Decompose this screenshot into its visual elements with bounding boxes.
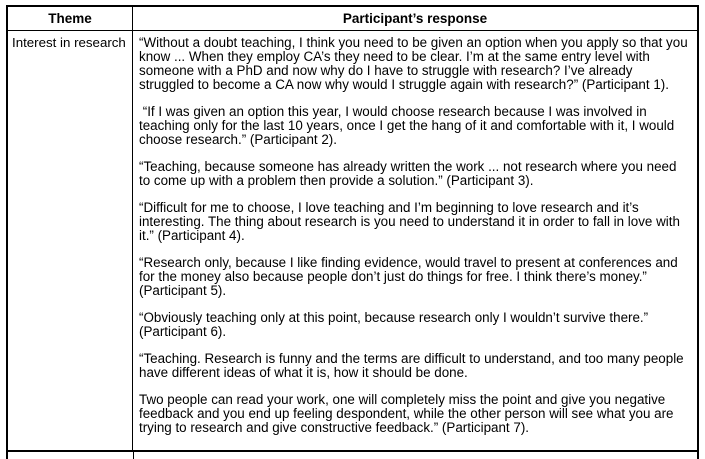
response-paragraph-2: “If I was given an option this year, I would choose research because I was involved in teaching only for the last 10 years, once I get the hang of it and comfortable with it, I would choose research.” (Participant 2). [139, 104, 678, 147]
table-header-row [8, 7, 697, 31]
theme-cell: Interest in research [12, 35, 126, 50]
response-paragraph-6: “Obviously teaching only at this point, because research only I wouldn’t survive there.” (Participant 6). [139, 310, 652, 339]
table-continuation [6, 452, 699, 459]
responses-cell [133, 31, 697, 435]
response-paragraph-8: Two people can read your work, one will completely miss the point and give you negative feedback and you end up feeling despondent, while the other person will see what you are trying to research and give constructive feedback.” (Participant 7). [139, 392, 678, 435]
theme-column-header: Theme [8, 7, 133, 30]
response-paragraph-5: “Research only, because I like finding evidence, would travel to present at conferences and for the money also because people don’t just do things for free. I think there’s money.” (Participant 5). [139, 255, 682, 298]
response-paragraph-4: “Difficult for me to choose, I love teaching and I’m beginning to love research and it’s interesting. The thing about research is you need to understand it in order to fall in love with it.” (Participant 4). [139, 200, 684, 243]
response-column-header: Participant’s response [342, 11, 488, 26]
table-row [8, 31, 697, 450]
response-paragraph-1: “Without a doubt teaching, I think you need to be given an option when you apply so that you know ... When they employ CA’s they need to be clear. I’m at the same entry level with someone with a PhD and now why do I have to struggle with research? I’ve already struggled to become a CA now why would I struggle again with research?” (Participant 1). [139, 35, 692, 92]
response-paragraph-3: “Teaching, because someone has already written the work ... not research where you need to come up with a problem then provide a solution.” (Participant 3). [139, 159, 681, 188]
response-paragraph-7: “Teaching. Research is funny and the terms are difficult to understand, and too many people have different ideas of what it is, how it should be done. [139, 351, 688, 380]
column-divider [133, 452, 134, 459]
participant-responses-table [6, 5, 699, 452]
